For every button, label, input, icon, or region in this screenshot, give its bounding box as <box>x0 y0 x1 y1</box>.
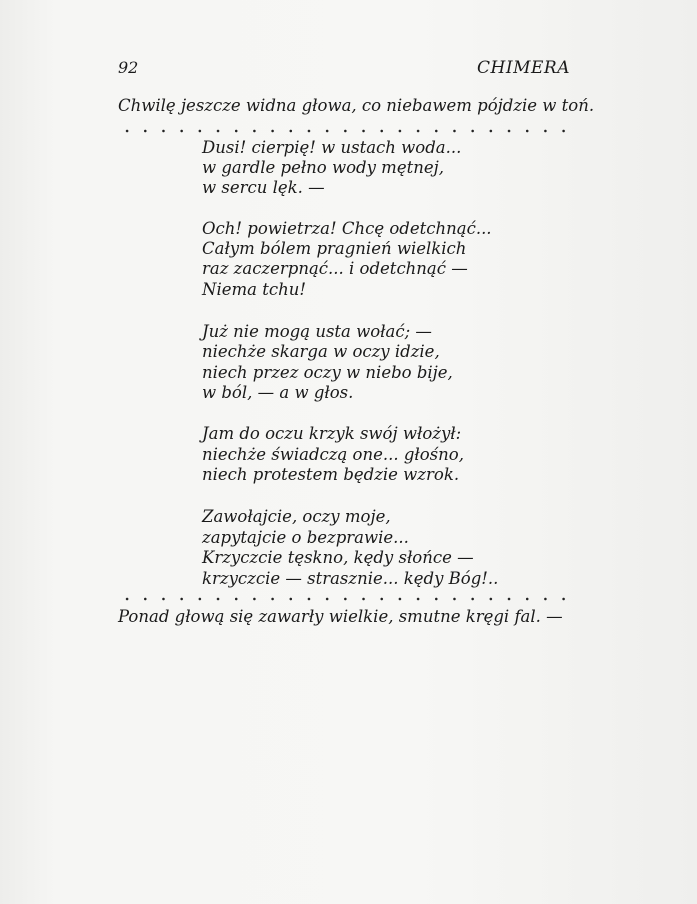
stanza-4-line-1: Jam do oczu krzyk swój włożył: <box>202 424 462 443</box>
page-header <box>118 58 570 80</box>
stanza-5-line-1: Zawołajcie, oczy moje, <box>202 507 391 526</box>
stanza-1-line-1: Dusi! cierpię! w ustach woda... <box>202 138 462 157</box>
stanza-4-line-2: niechże świadczą one... głośno, <box>202 445 464 464</box>
stanza-2-line-1: Och! powietrza! Chcę odetchnąć... <box>202 219 492 238</box>
stanza-1-line-3: w sercu lęk. — <box>202 178 325 197</box>
stanza-3-line-4: w ból, — a w głos. <box>202 383 354 402</box>
stanza-2-line-4: Niema tchu! <box>202 280 306 299</box>
stanza-5-line-4: krzyczcie — strasznie... kędy Bóg!.. <box>202 569 499 588</box>
opening-line: Chwilę jeszcze widna głowa, co niebawem pójdzie w toń. <box>118 96 595 115</box>
stanza-3-line-2: niechże skarga w oczy idzie, <box>202 342 440 361</box>
stanza-3-line-1: Już nie mogą usta wołać; — <box>202 322 432 341</box>
separator-dots-top <box>118 128 573 134</box>
running-title: CHIMERA <box>477 58 570 78</box>
stanza-5-line-2: zapytajcie o bezprawie... <box>202 528 409 547</box>
stanza-2-line-3: raz zaczerpnąć... i odetchnąć — <box>202 259 468 278</box>
stanza-3-line-3: niech przez oczy w niebo bije, <box>202 363 453 382</box>
page-number: 92 <box>118 58 139 77</box>
stanza-4-line-3: niech protestem będzie wzrok. <box>202 465 460 484</box>
closing-line: Ponad głową się zawarły wielkie, smutne kręgi fal. — <box>118 607 563 626</box>
stanza-5-line-3: Krzyczcie tęskno, kędy słońce — <box>202 548 474 567</box>
separator-dots-bottom <box>118 596 573 602</box>
stanza-1-line-2: w gardle pełno wody mętnej, <box>202 158 444 177</box>
stanza-2-line-2: Całym bólem pragnień wielkich <box>202 239 467 258</box>
